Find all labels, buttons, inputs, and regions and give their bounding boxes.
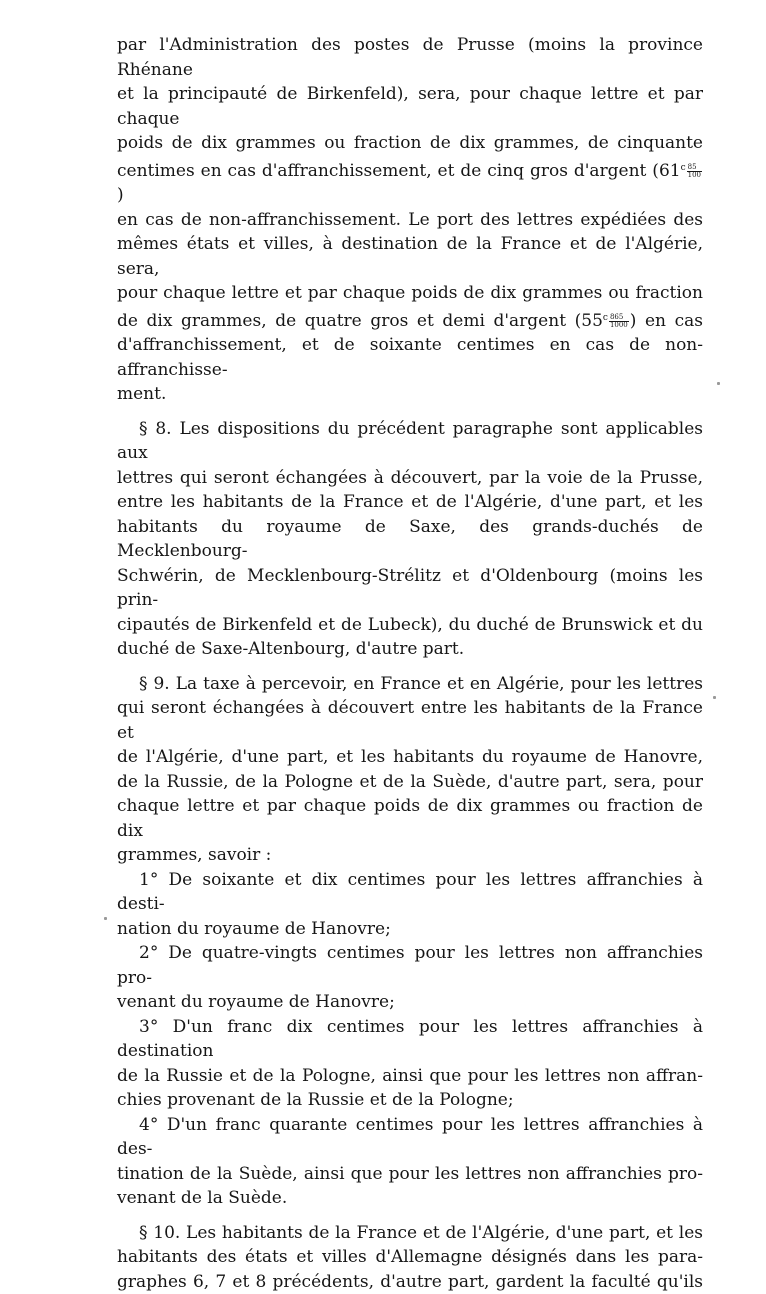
text-line <box>117 156 703 208</box>
enumerated-item-2 <box>117 941 703 1015</box>
text-line: habitants des états et villes d'Allemagne désignés dans les para- <box>117 1245 703 1270</box>
text-line: 1° De soixante et dix centimes pour les lettres affranchies à desti- <box>117 868 703 917</box>
text-line: par l'Administration des postes de Prusse (moins la province Rhénane <box>117 33 703 82</box>
superscript: c <box>681 163 686 173</box>
text-line: chaque lettre et par chaque poids de dix grammes ou fraction de dix <box>117 794 703 843</box>
scan-speck <box>104 917 107 920</box>
text-line: et la principauté de Birkenfeld), sera, pour chaque lettre et par chaque <box>117 82 703 131</box>
paragraph-continuation <box>117 33 703 407</box>
fraction <box>687 164 702 179</box>
section-10 <box>117 1221 703 1294</box>
text-line: tination de la Suède, ainsi que pour les lettres non affranchies pro- <box>117 1162 703 1187</box>
text-line: graphes 6, 7 et 8 précédents, d'autre part, gardent la faculté qu'ils <box>117 1270 703 1294</box>
text-line: de la Russie, de la Pologne et de la Suède, d'autre part, sera, pour <box>117 770 703 795</box>
fraction-denominator: 1000 <box>609 322 629 329</box>
section-heading-line: § 9. La taxe à percevoir, en France et en Algérie, pour les lettres <box>117 672 703 697</box>
text-segment: centimes en cas d'affranchissement, et de cinq gros d'argent (61 <box>117 161 681 181</box>
text-line: Schwérin, de Mecklenbourg-Strélitz et d'Oldenbourg (moins les prin- <box>117 564 703 613</box>
text-line: duché de Saxe-Altenbourg, d'autre part. <box>117 637 703 662</box>
scan-speck <box>713 696 716 699</box>
text-line: en cas de non-affranchissement. Le port des lettres expédiées des <box>117 208 703 233</box>
text-line: mêmes états et villes, à destination de la France et de l'Algérie, sera, <box>117 232 703 281</box>
text-line: de la Russie et de la Pologne, ainsi que pour les lettres non affran- <box>117 1064 703 1089</box>
text-line: venant du royaume de Hanovre; <box>117 990 703 1015</box>
scan-speck <box>717 382 720 385</box>
text-segment: ) en cas <box>630 311 703 331</box>
superscript: c <box>603 313 608 323</box>
text-line: poids de dix grammes ou fraction de dix grammes, de cinquante <box>117 131 703 156</box>
section-heading-line: § 8. Les dispositions du précédent paragraphe sont applicables aux <box>117 417 703 466</box>
text-line: 2° De quatre-vingts centimes pour les lettres non affranchies pro- <box>117 941 703 990</box>
text-line: lettres qui seront échangées à découvert, par la voie de la Prusse, <box>117 466 703 491</box>
text-line: qui seront échangées à découvert entre les habitants de la France et <box>117 696 703 745</box>
section-9 <box>117 672 703 1211</box>
fraction-numerator: 865 <box>609 314 629 322</box>
text-line: habitants du royaume de Saxe, des grands-duchés de Mecklenbourg- <box>117 515 703 564</box>
text-line: chies provenant de la Russie et de la Pologne; <box>117 1088 703 1113</box>
fraction-denominator: 100 <box>687 172 702 179</box>
text-line <box>117 306 703 334</box>
enumerated-item-3 <box>117 1015 703 1113</box>
enumerated-item-1 <box>117 868 703 942</box>
text-line: nation du royaume de Hanovre; <box>117 917 703 942</box>
text-line: cipautés de Birkenfeld et de Lubeck), du duché de Brunswick et du <box>117 613 703 638</box>
text-column <box>117 33 703 1294</box>
text-line: grammes, savoir : <box>117 843 703 868</box>
section-8 <box>117 417 703 662</box>
text-line: ment. <box>117 382 703 407</box>
text-line: pour chaque lettre et par chaque poids de dix grammes ou fraction <box>117 281 703 306</box>
enumerated-item-4 <box>117 1113 703 1211</box>
fraction <box>609 314 629 329</box>
text-line: 3° D'un franc dix centimes pour les lettres affranchies à destination <box>117 1015 703 1064</box>
text-line: 4° D'un franc quarante centimes pour les lettres affranchies à des- <box>117 1113 703 1162</box>
text-line: de l'Algérie, d'une part, et les habitants du royaume de Hanovre, <box>117 745 703 770</box>
text-segment: ) <box>117 185 124 205</box>
text-segment: de dix grammes, de quatre gros et demi d'argent (55 <box>117 311 603 331</box>
fraction-numerator: 85 <box>687 164 702 172</box>
text-line: entre les habitants de la France et de l'Algérie, d'une part, et les <box>117 490 703 515</box>
section-heading-line: § 10. Les habitants de la France et de l'Algérie, d'une part, et les <box>117 1221 703 1246</box>
text-line: venant de la Suède. <box>117 1186 703 1211</box>
text-line: d'affranchissement, et de soixante centimes en cas de non-affranchisse- <box>117 333 703 382</box>
